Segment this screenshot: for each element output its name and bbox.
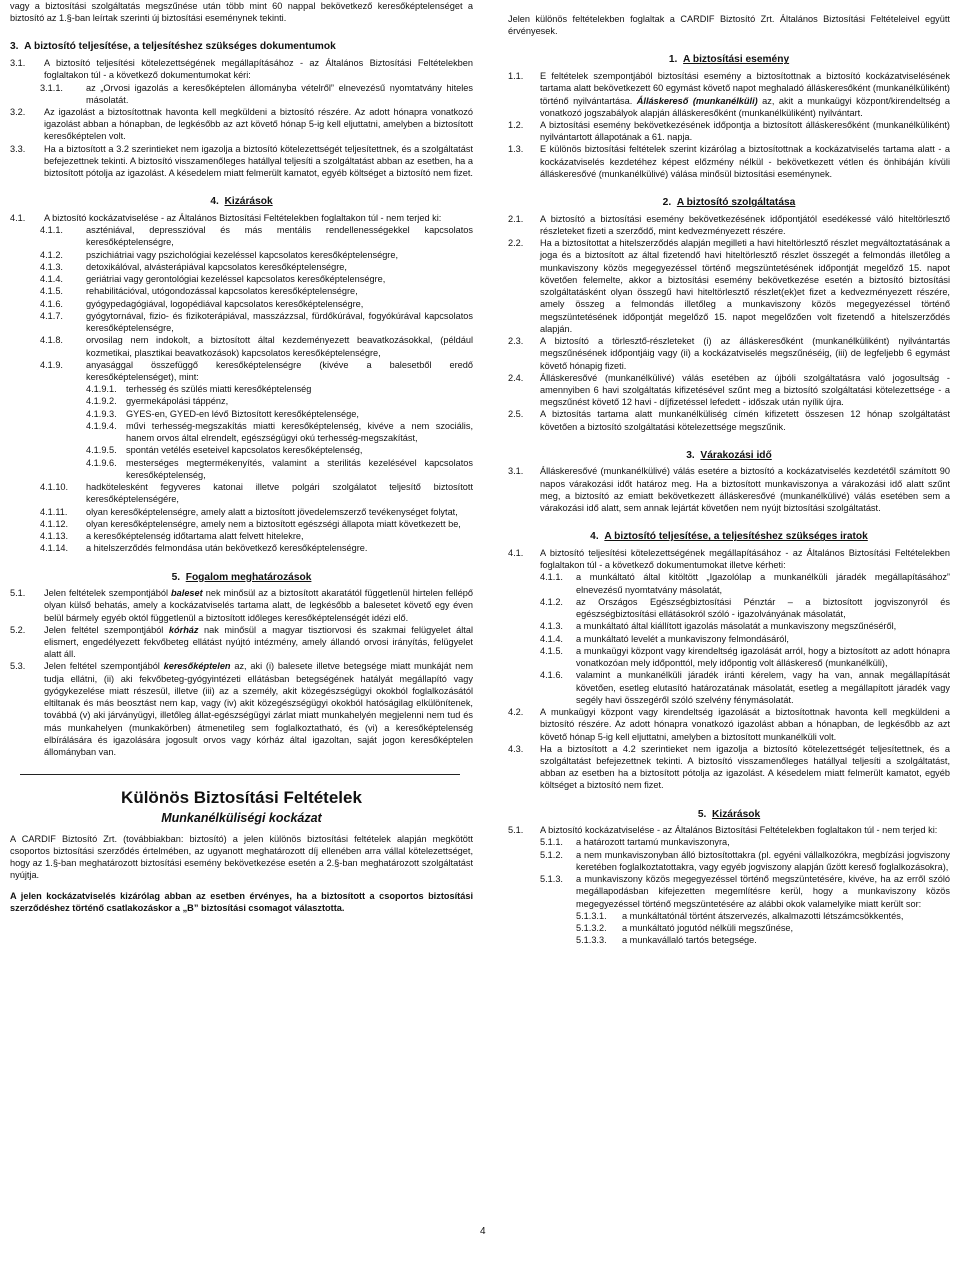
- item-text: [86, 249, 473, 261]
- left-section-4-list: [10, 224, 473, 383]
- right-intro: Jelen különös feltételekben foglaltak a CARDIF Biztosító Zrt. Általános Biztosítási Feltételeivel együtt érvényesek.: [508, 14, 950, 37]
- item-text: [540, 143, 950, 180]
- list-item: [10, 444, 473, 456]
- item-text: [86, 298, 473, 310]
- list-item: 5.1. A biztosító kockázatviselése - az Általános Biztosítási Feltételekben foglaltakon túl - nem terjed ki:: [508, 825, 938, 836]
- item-number: 5.1.: [10, 588, 26, 599]
- item-text-body: Ha a biztosított a 4.2 szerintieket nem igazolja a biztosító kötelezettségét teljesítettnek, és a szolgáltatást befejezettnek tekinti. A biztosító visszamenőleges hatállyal teljesíti a szolgáltatást, abban az esetben ha a biztosított pótolja az igazolást. A késedelem miatt felmerült kamatot, egyéb költséget a biztosító nem fizet.: [540, 743, 950, 791]
- list-item: [10, 310, 473, 334]
- item-text-body: A munkaügyi központ vagy kirendeltség igazolását a biztosítottnak havonta kell megküldeni a biztosító részére. Az adott hónapra vonatkozó igazolást abban a hónapban, de legkésőbb az azt követő hónap 5-ig kell eljuttatni, amelyben a biztosított munkanélküli volt.: [540, 707, 950, 742]
- item-text-body: a hitelszerződés felmondása után bekövetkező keresőképtelenségre.: [86, 543, 368, 554]
- item-text-body: olyan keresőképtelenségre, amely nem a biztosított egészségi állapota miatt következett be,: [86, 518, 461, 529]
- item-text-body: E feltételek szempontjából biztosítási esemény a biztosítottnak a biztosító kockázatviselésének tartama alatt bekövetkezett 60 egymást követő napot meghaladó álláskeresőként (munkanélküliként) történő nyilvántartása.: [540, 71, 950, 106]
- item-text: [86, 481, 473, 505]
- left-section-3-heading: 3. A biztosító teljesítése, a teljesítéshez szükséges dokumentumok: [10, 41, 336, 53]
- item-number: 2.5.: [508, 409, 524, 420]
- list-item: [10, 420, 473, 444]
- item-number: 2.1.: [508, 213, 524, 224]
- item-text-body: Ha a biztosított a 3.2 szerintieket nem igazolja a biztosító kötelezettségét teljesítettnek, és a szolgáltatást befejezettnek tekinti. A biztosító visszamenőleges hatállyal teljesíti a szolgáltatást abban az esetben, ha a biztosított pótolja az igazolást. A késedelem miatt felmerült kamatot, egyéb költséget a biztosító nem fizet.: [44, 143, 473, 179]
- list-item: [508, 335, 950, 372]
- item-number: 4.1.1.: [540, 572, 563, 583]
- list-item: [508, 743, 950, 792]
- defined-term: kórház: [168, 624, 199, 635]
- list-item: [10, 82, 473, 106]
- item-text-body: a munkavállaló tartós betegsége.: [622, 935, 757, 946]
- list-item: [10, 359, 473, 383]
- item-number: 3.1.: [10, 58, 26, 69]
- item-text: [540, 372, 950, 409]
- item-text: [622, 910, 950, 922]
- item-text: [576, 849, 950, 873]
- item-number: 2.3.: [508, 336, 524, 347]
- item-text: [576, 620, 950, 632]
- item-text-body: olyan keresőképtelenségre, amely alatt a biztosított jövedelemszerző tevékenységet folytat,: [86, 506, 458, 517]
- left-section-5-heading: 5. Fogalom meghatározások: [171, 571, 312, 583]
- item-text-body: Álláskeresővé (munkanélkülivé) válás esetében az újbóli szolgáltatásra való jogosultság - amennyiben 6 havi szolgáltatás kifizetésével szűnt meg a biztosító szolgáltatási kötelezettsége - a megszűnést követő 12 havi - díjfizetéssel lefedett - időszak után nyílik újra.: [540, 372, 950, 408]
- item-text: [44, 624, 473, 661]
- item-number: 4.1.6.: [40, 298, 63, 309]
- item-number: 3.1.: [508, 466, 524, 477]
- item-text: [576, 633, 950, 645]
- item-text-body: A biztosító a törlesztő-részleteket (i) az álláskeresőként (munkanélküliként) nyilvántartás megszűnésének időpontjáig vagy (ii) a kockázatviselés megszűnéséig, (iii) de legfeljebb 6 egymást követő hónapig fizeti.: [540, 336, 950, 371]
- item-number: 4.1.3.: [40, 261, 63, 272]
- list-item: [10, 481, 473, 505]
- list-item: [508, 633, 950, 645]
- item-number: 5.2.: [10, 624, 26, 635]
- item-number: 4.1.4.: [540, 633, 563, 644]
- list-item: [10, 249, 473, 261]
- item-text-lead: Jelen feltétel szempontjából: [44, 661, 164, 672]
- item-text: [86, 334, 473, 358]
- item-number: 4.1.2.: [40, 249, 63, 260]
- list-item: [508, 934, 950, 946]
- item-number: 4.1.6.: [540, 670, 563, 681]
- right-column: [508, 0, 950, 947]
- right-section-1-heading: 1. A biztosítási esemény: [668, 54, 790, 66]
- item-text: [44, 57, 473, 81]
- right-section-4-sublist: [508, 571, 950, 706]
- defined-term: Álláskereső (munkanélküli): [636, 95, 758, 106]
- list-item: [10, 383, 473, 395]
- item-number: 1.3.: [508, 144, 524, 155]
- list-item: [10, 518, 473, 530]
- item-text: [540, 237, 950, 335]
- list-item: [508, 143, 950, 180]
- right-section-5-subsublist: [508, 910, 950, 947]
- item-text: [576, 669, 950, 706]
- item-number: 5.1.1.: [540, 837, 563, 848]
- item-text-lead: Jelen feltételek szempontjából: [44, 588, 172, 599]
- item-number: 4.1.3.: [540, 621, 563, 632]
- left-section-3-list: [10, 57, 473, 179]
- list-item: [508, 571, 950, 595]
- item-number: 3.2.: [10, 106, 26, 117]
- item-number: 4.1.9.6.: [86, 457, 117, 468]
- list-item: [10, 298, 473, 310]
- list-item: [508, 372, 950, 409]
- list-item: [10, 624, 473, 661]
- item-number: 4.1.14.: [40, 543, 69, 554]
- item-number: 4.1.4.: [40, 274, 63, 285]
- item-text-body: rehabilitációval, utógondozással kapcsolatos keresőképtelenségre,: [86, 286, 358, 297]
- defined-term: baleset: [171, 588, 203, 599]
- item-text: [540, 408, 950, 432]
- list-item: [10, 587, 473, 624]
- item-text-body: A biztosító a biztosítási esemény bekövetkezésének időpontjától esedékessé váló hiteltörlesztő részleteket fizeti a szerződő, mint kedvezményezett részére.: [540, 213, 950, 236]
- item-number: 4.1.9.1.: [86, 384, 117, 395]
- item-number: 4.1.2.: [540, 596, 563, 607]
- item-text: [540, 70, 950, 119]
- list-item: [508, 70, 950, 119]
- item-text: [576, 571, 950, 595]
- document-title: Különös Biztosítási Feltételek: [121, 788, 362, 808]
- item-number: 5.1.3.2.: [576, 923, 607, 934]
- list-item: 4.1. A biztosító teljesítési kötelezettségének megállapításához - az Általános Biztosítási Feltételekben foglaltakon túl - a következő dokumentumokat illetve kérheti:: [508, 547, 950, 571]
- item-number: 4.3.: [508, 743, 524, 754]
- list-item: [508, 119, 950, 143]
- item-text: [576, 873, 950, 910]
- item-text: [540, 706, 950, 743]
- item-number: 4.1.9.4.: [86, 420, 117, 431]
- item-text-body: orvosilag nem indokolt, a biztosított által kezdeményezett beavatkozásokkal, (például kozmetikai, plasztikai beavatkozások) kapcsolatos keresőképtelenségre,: [86, 335, 473, 358]
- list-item: [10, 395, 473, 407]
- list-item: [10, 457, 473, 481]
- item-number: 3.1.1.: [40, 82, 63, 93]
- list-item: [508, 706, 950, 743]
- item-text: [622, 934, 950, 946]
- item-text-body: anyasággal összefüggő keresőképtelenségre (kivéve a balesetből eredő keresőképtelenséget), mint:: [86, 359, 473, 382]
- item-number: 4.1.5.: [540, 645, 563, 656]
- list-item: [508, 836, 950, 848]
- left-section-4-sublist: [10, 383, 473, 481]
- list-item: [10, 660, 473, 758]
- item-text-rest: nak minősül a magyar tisztiorvosi és szakmai felügyelet által elismert, engedélyezett fekvőbeteg ellátást nyújtó intézmény, amely állandó orvosi irányítás, felügyelet alatt áll.: [44, 624, 474, 660]
- list-item: [10, 542, 473, 554]
- item-text-body: a munkáltató által kitöltött „Igazolólap a munkanélküli járadék megállapításához” elnevezésű nyomtatvány másolatát,: [576, 572, 950, 595]
- item-text: [540, 465, 950, 514]
- left-section-5-list: [10, 587, 473, 758]
- item-text: [126, 457, 473, 481]
- item-text: [126, 420, 473, 444]
- item-text: [86, 261, 473, 273]
- item-number: 3.3.: [10, 143, 26, 154]
- list-item: [508, 237, 950, 335]
- item-text-body: pszichiátriai vagy pszichológiai kezeléssel kapcsolatos keresőképtelenségre,: [86, 249, 399, 260]
- right-section-2-list: [508, 213, 950, 433]
- item-text-body: hadkötelesként fegyveres katonai illetve polgári szolgálatot teljesítő biztosított keresőképtelenségére,: [86, 482, 473, 505]
- item-number: 4.1.13.: [40, 531, 69, 542]
- cardif-intro: A CARDIF Biztosító Zrt. (továbbiakban: biztosító) a jelen különös biztosítási feltételek alapján megkötött csoportos biztosítási szerződés értelmében, az ugyanott meghatározott díj ellenében arra vállal kötelezettséget, hogy az 1.§-ban meghatározott biztosítási esemény bekövetkezése esetén a 2.§-ban meghatározott szolgáltatást nyújtja.: [10, 833, 473, 881]
- item-text-body: valamint a munkanélküli járadék iránti kérelem, vagy ha van, annak megállapítását követően, esetleg elutasító határozatának másolatát, esetleg a megállapított járadék vagy segély havi összegéről szóló szelvény fénymásolatát.: [576, 670, 950, 705]
- list-item: [508, 849, 950, 873]
- item-number: 4.1.10.: [40, 482, 69, 493]
- item-text: [86, 542, 473, 554]
- item-text-body: Álláskeresővé (munkanélkülivé) válás esetére a biztosító a kockázatviselés kezdetétől számított 90 napos várakozási időt határoz meg. Ha a biztosított munkaviszonya a várakozási idő alatt szűnt meg, a biztosító az emiatt bekövetkezett álláskeresővé (munkanélkülivé) válás esetében sem a várakozási idő alatt, sem annak lejártát követően nem nyújt biztosítási szolgáltatást.: [540, 466, 950, 514]
- item-text-rest: az, akit a munkaügyi központ/kirendeltség a vonatkozó jogszabályok alapján álláskeresőként (munkanélküliként) nyilvántart.: [540, 95, 950, 118]
- item-number: 4.1.8.: [40, 335, 63, 346]
- item-text: [86, 82, 473, 106]
- item-text-body: művi terhesség-megszakítás miatti keresőképtelenség, kivéve a nem szociális, hanem orvos által elrendelt, egészségügyi okú terhesség-megszakítást,: [126, 420, 473, 444]
- item-text: [86, 285, 473, 297]
- item-text: [126, 383, 473, 395]
- item-text-body: geriátriai vagy gerontológiai kezeléssel kapcsolatos keresőképtelenségre,: [86, 274, 386, 285]
- item-number: 4.1.11.: [40, 506, 68, 517]
- item-text: [86, 224, 473, 248]
- list-item: [508, 408, 950, 432]
- item-text-body: a munkáltató által kiállított igazolás másolatát a munkaviszony megszűnéséről,: [576, 621, 897, 632]
- item-text-body: gyógypedagógiával, logopédiával kapcsolatos keresőképtelenségre,: [86, 298, 364, 309]
- list-item: [10, 334, 473, 358]
- left-section-4-list-continued: [10, 481, 473, 554]
- item-text: [86, 359, 473, 383]
- item-text: [576, 645, 950, 669]
- item-number: 4.1.9.2.: [86, 396, 117, 407]
- item-text-body: az Országos Egészségbiztosítási Pénztár – a biztosított jogviszonyról és egészségbiztosítási ellátásokról szóló - igazolványának másolatát,: [576, 596, 950, 620]
- item-number: 5.1.2.: [540, 849, 563, 860]
- list-item: [10, 408, 473, 420]
- item-text: [44, 106, 473, 143]
- left-section-4-heading: 4. Kizárások: [210, 196, 273, 208]
- left-intro: vagy a biztosítási szolgáltatás megszűnése után több mint 60 nappal bekövetkező keresőképtelenséget a biztosító az 1.§-ban leírtak szerinti új biztosítási eseménynek tekinti.: [10, 1, 473, 24]
- list-item: [508, 922, 950, 934]
- bold-note: A jelen kockázatviselés kizárólag abban az esetben érvényes, ha a biztosított a csoportos biztosítási szerződéshez történő csatlakozáskor a „B” biztosítási csomagot választotta.: [10, 890, 473, 913]
- item-text: [540, 743, 950, 792]
- item-text: [86, 273, 473, 285]
- item-number: 4.1.9.5.: [86, 445, 117, 456]
- item-number: 2.4.: [508, 372, 524, 383]
- item-text-body: a határozott tartamú munkaviszonyra,: [576, 837, 730, 848]
- item-text-body: E különös biztosítási feltételek szerint kizárólag a biztosítottnak a kockázatviselés tartama alatt - a kockázatviselés kezdetéhez képest előzmény nélkül - bekövetkezett vétlen és önhibáján kívüli álláskeresővé (munkanélkülivé) válása minősül biztosítási eseménynek.: [540, 144, 950, 179]
- item-text-body: GYES-en, GYED-en lévő Biztosított keresőképtelensége,: [126, 408, 359, 419]
- item-text-lead: Jelen feltétel szempontjából: [44, 624, 169, 635]
- defined-term: keresőképtelen: [163, 661, 231, 672]
- item-text: [44, 587, 473, 624]
- item-text: [576, 836, 950, 848]
- divider: [20, 774, 460, 775]
- list-item: [508, 645, 950, 669]
- item-text-body: Ha a biztosítottat a hitelszerződés alapján megilleti a havi hiteltörlesztő részlet megváltoztatásának a joga és a biztosított az által fizetendő havi hiteltörlesztő részlet összegét a felmondás illetőleg a munkaviszony közös megegyezéssel történő megszüntetésének időpontját megelőző 15. napot követően felemelte, akkor a biztosítási esemény bekövetkezése esetén a biztosító biztosítási szolgáltatásként olyan összegű havi hiteltörlesztő részlet(ek)et fizet a kedvezményezett részére, amely összeg a felmondás illetőleg a munkaviszony közös megegyezéssel történő megszüntetésének időpontját megelőző 15. napot megelőzően volt fizetendő a hitelszerződés alapján.: [540, 238, 950, 334]
- item-text-body: a munkáltatónál történt átszervezés, alkalmazotti létszámcsökkentés,: [622, 910, 904, 921]
- item-text: [540, 119, 950, 143]
- right-section-5-sublist: [508, 836, 950, 909]
- item-text: [86, 518, 473, 530]
- right-section-4-heading: 4. A biztosító teljesítése, a teljesítéshez szükséges iratok: [590, 531, 868, 543]
- item-text: [540, 335, 950, 372]
- list-item: [10, 261, 473, 273]
- item-text: [126, 408, 473, 420]
- item-number: 2.2.: [508, 238, 524, 249]
- right-section-5-heading: 5. Kizárások: [697, 808, 761, 820]
- item-text: [622, 922, 950, 934]
- item-text-body: A biztosító teljesítési kötelezettségének megállapításához - az Általános Biztosítási Feltételekben foglaltakon túl - a következő dokumentumokat kéri:: [44, 58, 473, 81]
- item-text: [86, 530, 473, 542]
- item-text-body: A biztosítási esemény bekövetkezésének időpontja a biztosított álláskeresőként (munkanélküliként) nyilvántartott állapotának a 61. napja.: [540, 119, 950, 143]
- list-item: [508, 873, 950, 910]
- item-text-body: gyógytornával, fizio- és fizikoterápiával, masszázzsal, fürdőkúrával, fogyókúrával kapcsolatos keresőképtelenségre,: [86, 310, 473, 334]
- list-item: [10, 224, 473, 248]
- list-item: [10, 106, 473, 143]
- list-item: [10, 285, 473, 297]
- item-number: 5.1.3.: [540, 874, 563, 885]
- item-number: 5.1.3.3.: [576, 935, 607, 946]
- item-number: 4.1.12.: [40, 518, 69, 529]
- list-item: 4.1. A biztosító kockázatviselése - az Általános Biztosítási Feltételekben foglaltakon túl - nem terjed ki:: [10, 212, 442, 223]
- item-text: [86, 310, 473, 334]
- item-text-body: a munkaügyi központ vagy kirendeltség igazolását arról, hogy a biztosított az adott hónapra vonatkozóan mely időponttól, mely időpontig volt álláskereső (munkanélküli),: [576, 645, 950, 669]
- page-number: 4: [480, 1226, 486, 1237]
- left-column: [10, 0, 473, 914]
- item-text-body: a keresőképtelenség időtartama alatt felvett hitelekre,: [86, 531, 304, 542]
- item-number: 4.2.: [508, 707, 524, 718]
- list-item: [10, 273, 473, 285]
- item-number: 5.1.3.1.: [576, 910, 607, 921]
- item-text: [540, 213, 950, 237]
- item-text: [44, 660, 473, 758]
- right-section-1-list: [508, 70, 950, 180]
- item-text-body: detoxikálóval, alvásterápiával kapcsolatos keresőképtelenségre,: [86, 261, 347, 272]
- list-item: [10, 57, 473, 81]
- item-text-body: a munkáltató jogutód nélküli megszűnése,: [622, 923, 794, 934]
- item-text-body: Az igazolást a biztosítottnak havonta kell megküldeni a biztosító részére. Az adott hónapra vonatkozó igazolást abban a hónapban, de legkésőbb az azt követő hónap 5-ig kell eljuttatni, amelyben a biztosított keresőképtelen volt.: [44, 106, 473, 142]
- item-text-body: az „Orvosi igazolás a keresőképtelen állományba vételről” elnevezésű nyomtatvány hiteles másolatát.: [86, 82, 473, 105]
- list-item: [10, 143, 473, 180]
- item-text: [576, 596, 950, 620]
- item-number: 4.1.1.: [40, 225, 63, 236]
- right-section-2-heading: 2. A biztosító szolgáltatása: [662, 197, 796, 209]
- item-text: [126, 444, 473, 456]
- item-text-body: mesterséges megtermékenyítés, valamint a sterilitás kezelésével kapcsolatos keresőképtelenség,: [126, 457, 473, 480]
- item-text-body: aszténiával, depresszióval és más mentális rendellenességekkel kapcsolatos keresőképtelenségre,: [86, 225, 473, 248]
- list-item: [508, 910, 950, 922]
- item-text: [126, 395, 473, 407]
- right-section-4-list: [508, 706, 950, 792]
- list-item: [508, 213, 950, 237]
- item-text-body: a munkaviszony közös megegyezéssel történő megszüntetésére, kivéve, ha az erről szóló megállapodásban kifejezetten megemlítésre kerül, hogy a munkaviszony közös megegyezéssel történő megszüntetésére az alábbi okok valamelyike miatt került sor:: [576, 874, 950, 909]
- list-item: [508, 465, 950, 514]
- item-text-rest: az, aki (i) balesete illetve betegsége miatt munkáját nem tudja ellátni, (ii) aki fekvőbeteg-gyógyintézeti ellátásban betegségének hatályát megállapító vagy gyógykezelése miatt részesül, illetve (iii) az a személy, akit közegészségügyi okokból foglalkozásától eltiltanak és más beosztást nem kap, vagy (iv) akit közegészségügyi okokból hatóságilag elkülönítenek, továbbá (v) aki járványügyi, illetőleg állat-egészségügyi zárlat miatt munkahelyén megjelenni nem tud és más munkahelyen (munkakörben) átmenetileg sem foglalkoztatható, és (vi) a keresőképtelenség elbírálására és igazolására jogosult orvos vagy kórház által igazoltan, saját jogon keresőképtelen állományban van.: [44, 661, 473, 758]
- item-number: 1.2.: [508, 119, 524, 130]
- item-number: 4.1.7.: [40, 310, 63, 321]
- list-item: [10, 506, 473, 518]
- list-item: [508, 620, 950, 632]
- item-number: 4.1.9.: [40, 359, 63, 370]
- item-number: 5.3.: [10, 661, 26, 672]
- list-item: [508, 669, 950, 706]
- item-text-body: a munkáltató levelét a munkaviszony felmondásáról,: [576, 633, 789, 644]
- item-text-rest: nek minősül az a biztosított akaratától függetlenül hirtelen fellépő olyan külső behatás, amely a kockázatviselés tartama alatt, de legkésőbb a balesetet követő egy éven belül bármely egyéb októl függetlenül a biztosított időleges keresőképtelenségét idézi elő.: [44, 588, 474, 623]
- item-number: 4.1.9.3.: [86, 408, 117, 419]
- item-text-body: A biztosítás tartama alatt munkanélküliség címén kifizetett összesen 12 hónap szolgáltatást követően a biztosító szolgáltatási kötelezettsége megszűnik.: [540, 409, 950, 432]
- right-section-3-heading: 3. Várakozási idő: [686, 449, 772, 461]
- item-number: 4.1.5.: [40, 286, 63, 297]
- item-number: 1.1.: [508, 71, 524, 82]
- item-text-body: spontán vetélés eseteivel kapcsolatos keresőképtelenség,: [126, 445, 363, 456]
- item-text: [44, 143, 473, 180]
- list-item: [10, 530, 473, 542]
- item-text-body: terhesség és szülés miatti keresőképtelenség: [126, 384, 312, 395]
- item-text-body: gyermekápolási táppénz,: [126, 396, 229, 407]
- item-text: [86, 506, 473, 518]
- item-text-body: a nem munkaviszonyban álló biztosítottakra (pl. egyéni vállalkozókra, megbízási jogviszony keretében foglalkoztatottakra, vagy egyéb jogviszony alapján űzött kereső foglalkozásokra),: [576, 849, 950, 872]
- document-subtitle: Munkanélküliségi kockázat: [161, 810, 322, 825]
- right-section-3-list: [508, 465, 950, 514]
- list-item: [508, 596, 950, 620]
